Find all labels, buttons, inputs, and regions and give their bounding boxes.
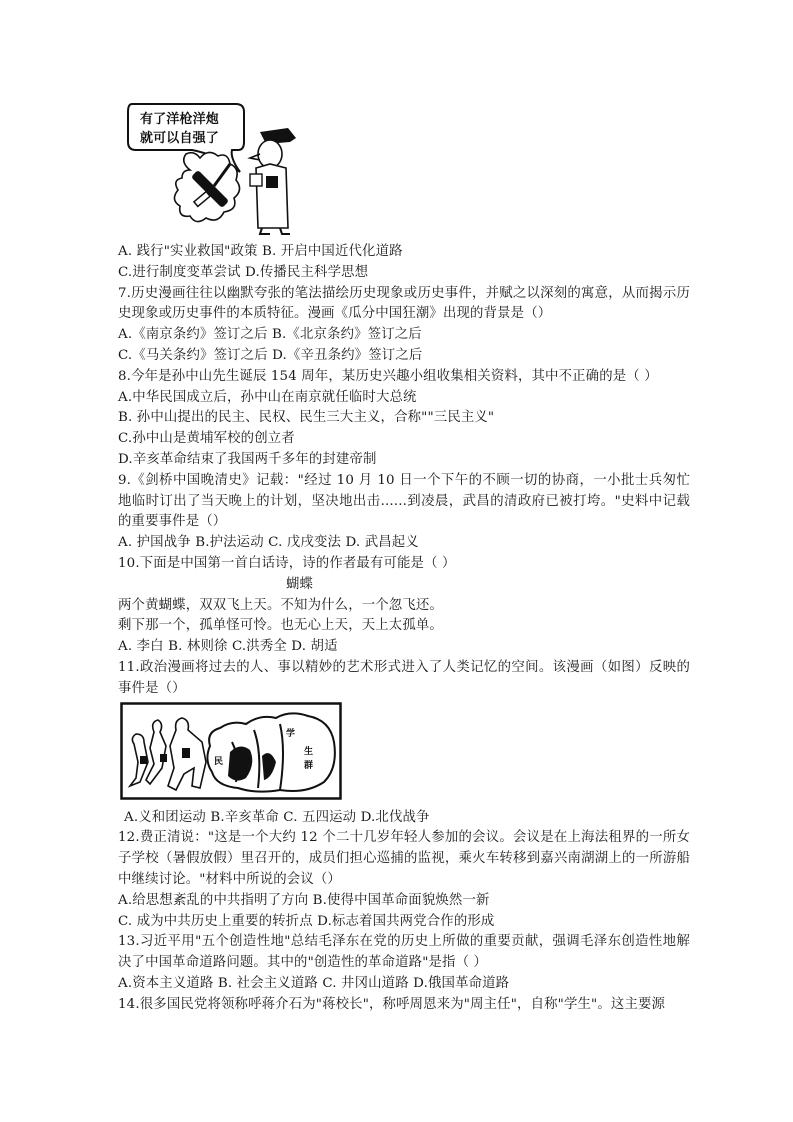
q12-options-line-1: A.给思想紊乱的中共指明了方向 B.使得中国革命面貌焕然一新 — [118, 892, 490, 908]
cartoon-self-strengthening — [120, 92, 320, 240]
q12-stem: 12.费正清说："这是一个大约 12 个二十几岁年轻人参加的会议。会议是在上海法租界的一所女子学校（暑假放假）里召开的，成员们担心巡捕的监视，乘火车转移到嘉兴南湖湖上的一所游船中继续讨论。"材料中所说的会议（） — [118, 830, 690, 887]
q7-options-line-1: A.《南京条约》签订之后 B.《北京条约》签订之后 — [118, 327, 422, 343]
q7-options-line-2: C.《马关条约》签订之后 D.《辛丑条约》签订之后 — [118, 347, 423, 363]
svg-text:学: 学 — [286, 728, 296, 739]
q12-options-line-2: C. 成为中共历史上重要的转折点 D.标志着国共两党合作的形成 — [118, 913, 495, 929]
q11-options: A.义和团运动 B.辛亥革命 C. 五四运动 D.北伐战争 — [124, 809, 430, 825]
q14-stem: 14.很多国民党将领称呼蒋介石为"蒋校长"，称呼周恩来为"周主任"，自称"学生"。这主要源 — [118, 996, 666, 1012]
q8-option-a: A.中华民国成立后，孙中山在南京就任临时大总统 — [118, 389, 417, 405]
q11-stem: 11.政治漫画将过去的人、事以精妙的艺术形式进入了人类记忆的空间。该漫画（如图）反映的事件是（） — [118, 659, 690, 696]
exam-content — [118, 92, 690, 1016]
poem-line-2: 剩下那一个，孤单怪可怜。也无心上天，天上太孤单。 — [118, 618, 443, 634]
official-with-gun-illustration — [120, 92, 320, 240]
poem-title: 蝴蝶 — [286, 576, 314, 592]
poem-line-1: 两个黄蝴蝶，双双飞上天。不知为什么，一个忽飞还。 — [118, 597, 443, 613]
speech-text-line1: 有了洋枪洋炮 — [140, 112, 219, 127]
q10-stem: 10.下面是中国第一首白话诗，诗的作者最有可能是（ ） — [118, 555, 456, 571]
q6-options-line-2: C.进行制度变革尝试 D.传播民主科学思想 — [118, 264, 369, 280]
q7-stem: 7.历史漫画往往以幽默夸张的笔法描绘历史现象或历史事件，并赋之以深刻的寓意，从而揭示历史现象或历史事件的本质特征。漫画《瓜分中国狂潮》出现的背景是（） — [118, 285, 690, 322]
q13-options: A.资本主义道路 B. 社会主义道路 C. 井冈山道路 D.俄国革命道路 — [118, 975, 510, 991]
q9-stem: 9.《剑桥中国晚清史》记载："经过 10 月 10 日一个下午的不顾一切的协商，一小批士兵匆忙地临时订出了当天晚上的计划，坚决地出击......到凌晨，武昌的清政府已被打垮。"史料中记载的重要事件是（） — [118, 472, 690, 530]
giant-fist-illustration — [120, 702, 342, 802]
svg-text:群: 群 — [304, 760, 314, 771]
speech-text-line2: 就可以自强了 — [140, 131, 219, 146]
q8-stem: 8.今年是孙中山先生诞辰 154 周年，某历史兴趣小组收集相关资料，其中不正确的是（ ） — [118, 368, 658, 384]
q8-option-d: D.辛亥革命结束了我国两千多年的封建帝制 — [118, 451, 377, 467]
cartoon-fist-crushing — [120, 702, 342, 802]
q10-options: A. 李白 B. 林则徐 C.洪秀全 D. 胡适 — [118, 639, 338, 655]
q13-stem: 13.习近平用"五个创造性地"总结毛泽东在党的历史上所做的重要贡献，强调毛泽东创造性地解决了中国革命道路问题。其中的"创造性的革命道路"是指（ ） — [118, 934, 690, 971]
svg-text:生: 生 — [304, 746, 314, 757]
q8-option-b: B. 孙中山提出的民主、民权、民生三大主义，合称""三民主义" — [118, 410, 495, 426]
q8-option-c: C.孙中山是黄埔军校的创立者 — [118, 431, 295, 447]
svg-text:民: 民 — [214, 756, 224, 767]
q6-options-line-1: A. 践行"实业救国"政策 B. 开启中国近代化道路 — [118, 244, 403, 259]
q9-options: A. 护国战争 B.护法运动 C. 戊戌变法 D. 武昌起义 — [118, 535, 419, 551]
